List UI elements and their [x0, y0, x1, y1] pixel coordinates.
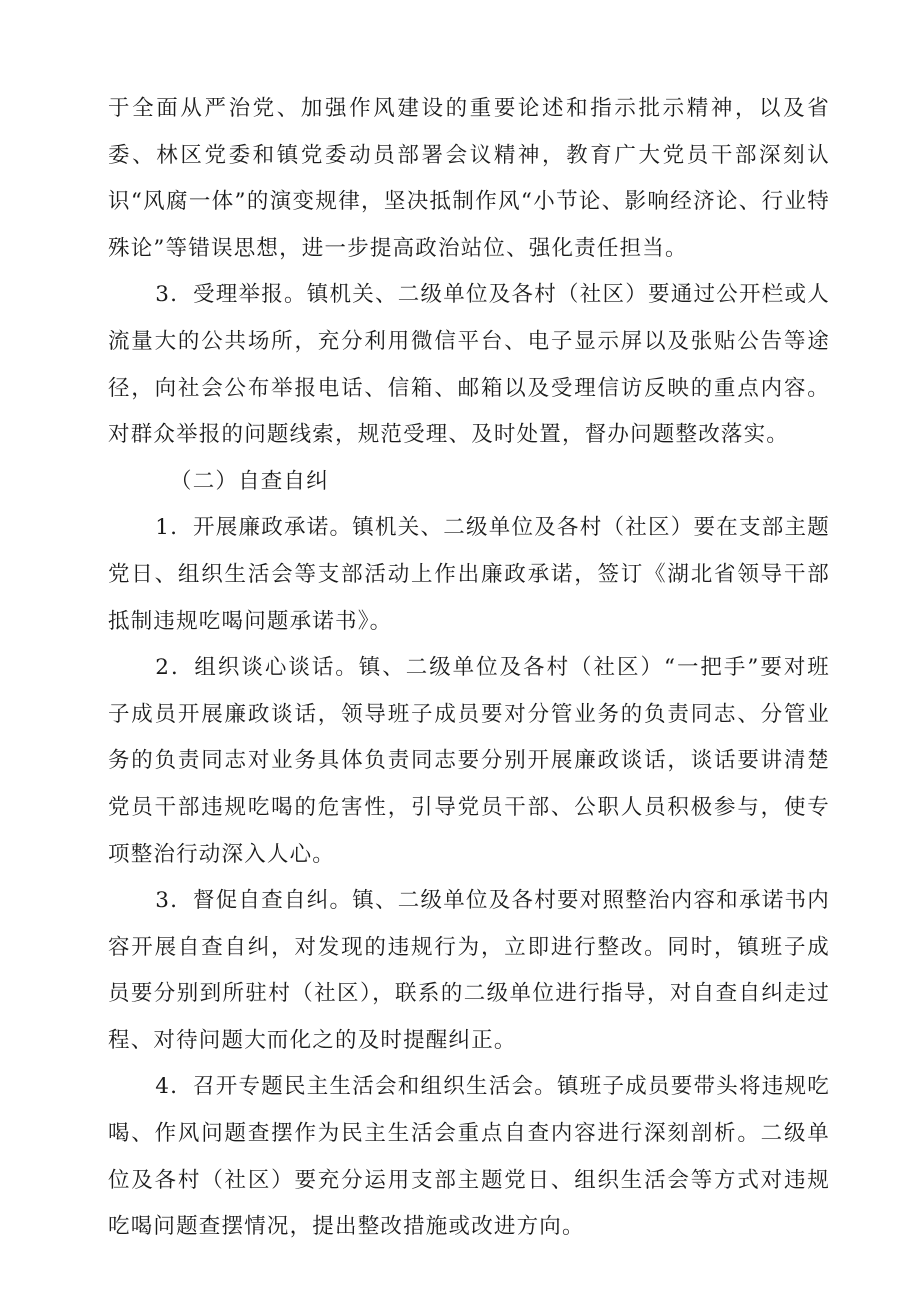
paragraph-item-3-self-inspection: 3．督促自查自纠。镇、二级单位及各村要对照整治内容和承诺书内容开展自查自纠，对发现的违规行为，立即进行整改。同时，镇班子成员要分别到所驻村（社区），联系的二级单位进行指导，对自查自纠走过程、对待问题大而化之的及时提醒纠正。 — [108, 888, 830, 1053]
section-heading-self-check: （二）自查自纠 — [170, 468, 329, 494]
paragraph-item-3-accept-reports: 3．受理举报。镇机关、二级单位及各村（社区）要通过公开栏或人流量大的公共场所，充分利用微信平台、电子显示屏以及张贴公告等途径，向社会公布举报电话、信箱、邮箱以及受理信访反映的重点内容。对群众举报的问题线索，规范受理、及时处置，督办问题整改落实。 — [108, 282, 830, 448]
paragraph-item-2-heart-to-heart-talks: 2．组织谈心谈话。镇、二级单位及各村（社区）“一把手”要对班子成员开展廉政谈话，领导班子成员要对分管业务的负责同志、分管业务的负责同志对业务具体负责同志要分别开展廉政谈话，谈话要讲清楚党员干部违规吃喝的危害性，引导党员干部、公职人员积极参与，使专项整治行动深入人心。 — [108, 655, 830, 867]
paragraph-item-4-democratic-life-meeting: 4．召开专题民主生活会和组织生活会。镇班子成员要带头将违规吃喝、作风问题查摆作为民主生活会重点自查内容进行深刻剖析。二级单位及各村（社区）要充分运用支部主题党日、组织生活会等方式对违规吃喝问题查摆情况，提出整改措施或改进方向。 — [108, 1074, 830, 1240]
paragraph-item-1-integrity-pledge: 1．开展廉政承诺。镇机关、二级单位及各村（社区）要在支部主题党日、组织生活会等支部活动上作出廉政承诺，签订《湖北省领导干部抵制违规吃喝问题承诺书》。 — [108, 515, 830, 634]
paragraph-continuation: 于全面从严治党、加强作风建设的重要论述和指示批示精神，以及省委、林区党委和镇党委动员部署会议精神，教育广大党员干部深刻认识“风腐一体”的演变规律，坚决抵制作风“小节论、影响经济论、行业特殊论”等错误思想，进一步提高政治站位、强化责任担当。 — [108, 96, 830, 261]
document-body — [108, 86, 830, 1251]
